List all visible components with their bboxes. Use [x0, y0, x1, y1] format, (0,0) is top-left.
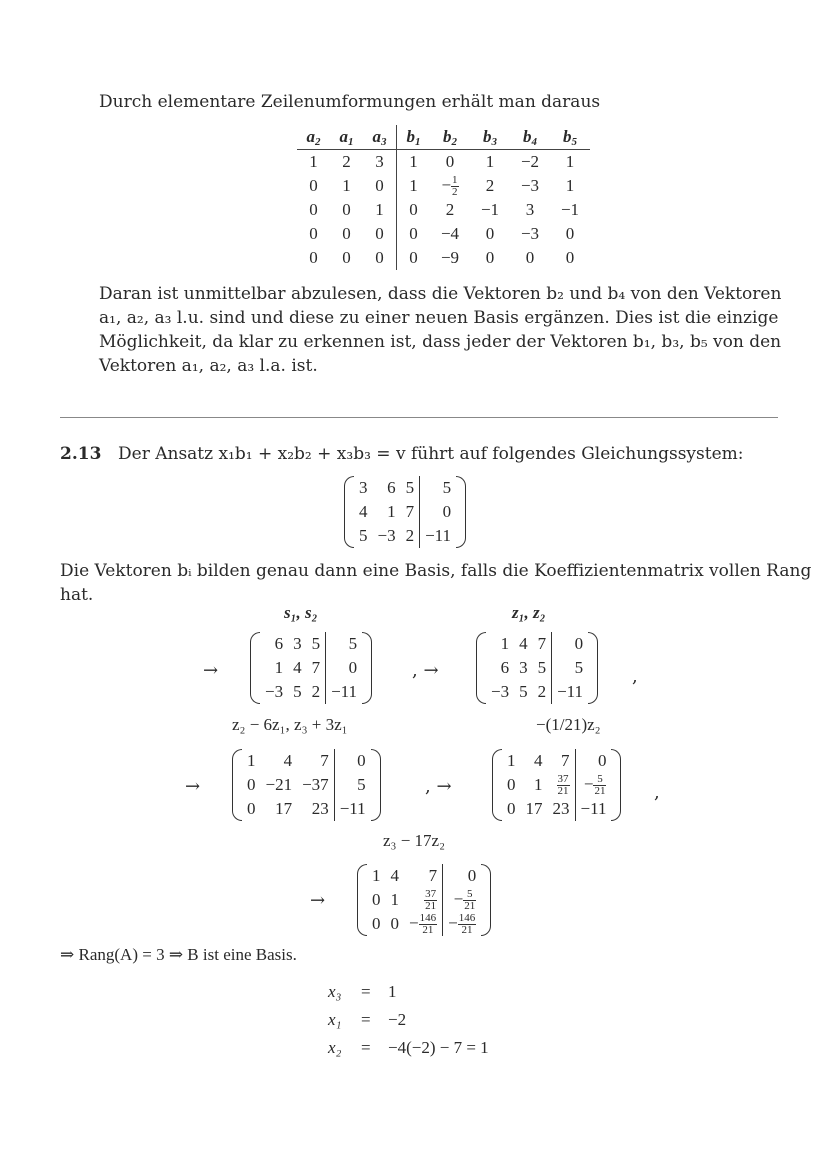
arrow-icon: , → [425, 776, 452, 797]
arrow-icon: → [310, 890, 326, 911]
matrix-step-5: 1 4 7 0 0 1 $\frac{37}{21}$ − $\frac{5}{21}$ 0 0 − $\frac{146}{21}$ − $\frac{146}{21}$ [357, 864, 491, 936]
matrix-system: 3 6 5 5 4 1 7 0 5 −3 2 −11 [344, 476, 466, 548]
solution-rhs: −4(−2) − 7 = 1 [388, 1038, 489, 1057]
tableau-row: 0 0 0 0 −9 0 0 0 [297, 246, 590, 270]
ansatz-text: Der Ansatz x₁b₁ + x₂b₂ + x₃b₃ = v führt auf folgendes Gleichungssystem: [118, 444, 744, 464]
matrix-step-3: 1 4 7 0 0 −21 −37 5 0 17 23 −11 [232, 749, 381, 821]
paragraph-line: a₁, a₂, a₃ l.u. sind und diese zu einer neuen Basis ergänzen. Dies ist die einzige [99, 308, 779, 328]
solution-rhs: 1 [388, 982, 397, 1001]
basis-text: hat. [60, 585, 94, 605]
tableau-header: $a_2$ $a_1$ $a_3$ $b_1$ $b_2$ $b_3$ $b_4$ $b_5$ [297, 125, 590, 150]
step-label: s₁, s₂ [284, 603, 318, 622]
arrow-icon: → [185, 776, 201, 797]
paragraph-line: Vektoren a₁, a₂, a₃ l.a. ist. [99, 356, 318, 376]
matrix-step-4: 1 4 7 0 0 1 $\frac{37}{21}$ − $\frac{5}{21}$ 0 17 23 −11 [492, 749, 621, 821]
step-label: z₂ − 6z₁, z₃ + 3z₁ [232, 715, 348, 734]
solution-lhs: x₃ [328, 982, 342, 1001]
equals: = [361, 1038, 371, 1057]
arrow-icon: → [203, 660, 219, 681]
equals: = [361, 1010, 371, 1029]
tableau [297, 125, 590, 270]
equals: = [361, 982, 371, 1001]
comma: , [654, 782, 660, 803]
problem-number: 2.13 [60, 444, 102, 464]
comma: , [632, 666, 638, 687]
tableau-row: 0 0 1 0 2 −1 3 −1 [297, 198, 590, 222]
tableau-row: 1 2 3 1 0 1 −2 1 [297, 150, 590, 175]
step-label: z₁, z₂ [512, 603, 546, 622]
step-label: z₃ − 17z₂ [383, 831, 446, 850]
matrix-step-2: 1 4 7 0 6 3 5 5 −3 5 2 −11 [476, 632, 598, 704]
tableau-row: 0 0 0 0 −4 0 −3 0 [297, 222, 590, 246]
horizontal-rule [60, 417, 778, 418]
step-label: −(1/21)z₂ [536, 715, 601, 734]
solution-lhs: x₂ [328, 1038, 342, 1057]
matrix-step-1: 6 3 5 5 1 4 7 0 −3 5 2 −11 [250, 632, 372, 704]
arrow-icon: , → [412, 660, 439, 681]
solution-lhs: x₁ [328, 1010, 342, 1029]
tableau-row: 0 1 0 1 − $\frac{1}{2}$ 2 −3 1 [309, 173, 575, 198]
solution-rhs: −2 [388, 1010, 407, 1029]
basis-text: Die Vektoren bᵢ bilden genau dann eine Basis, falls die Koeffizientenmatrix vollen Rang [60, 561, 812, 581]
paragraph-line: Möglichkeit, da klar zu erkennen ist, dass jeder der Vektoren b₁, b₃, b₅ von den [99, 332, 782, 352]
paragraph-line: Daran ist unmittelbar abzulesen, dass die Vektoren b₂ und b₄ von den Vektoren [99, 284, 782, 304]
conclusion: ⇒ Rang(A) = 3 ⇒ B ist eine Basis. [60, 945, 297, 964]
intro-text: Durch elementare Zeilenumformungen erhält man daraus [99, 92, 601, 112]
